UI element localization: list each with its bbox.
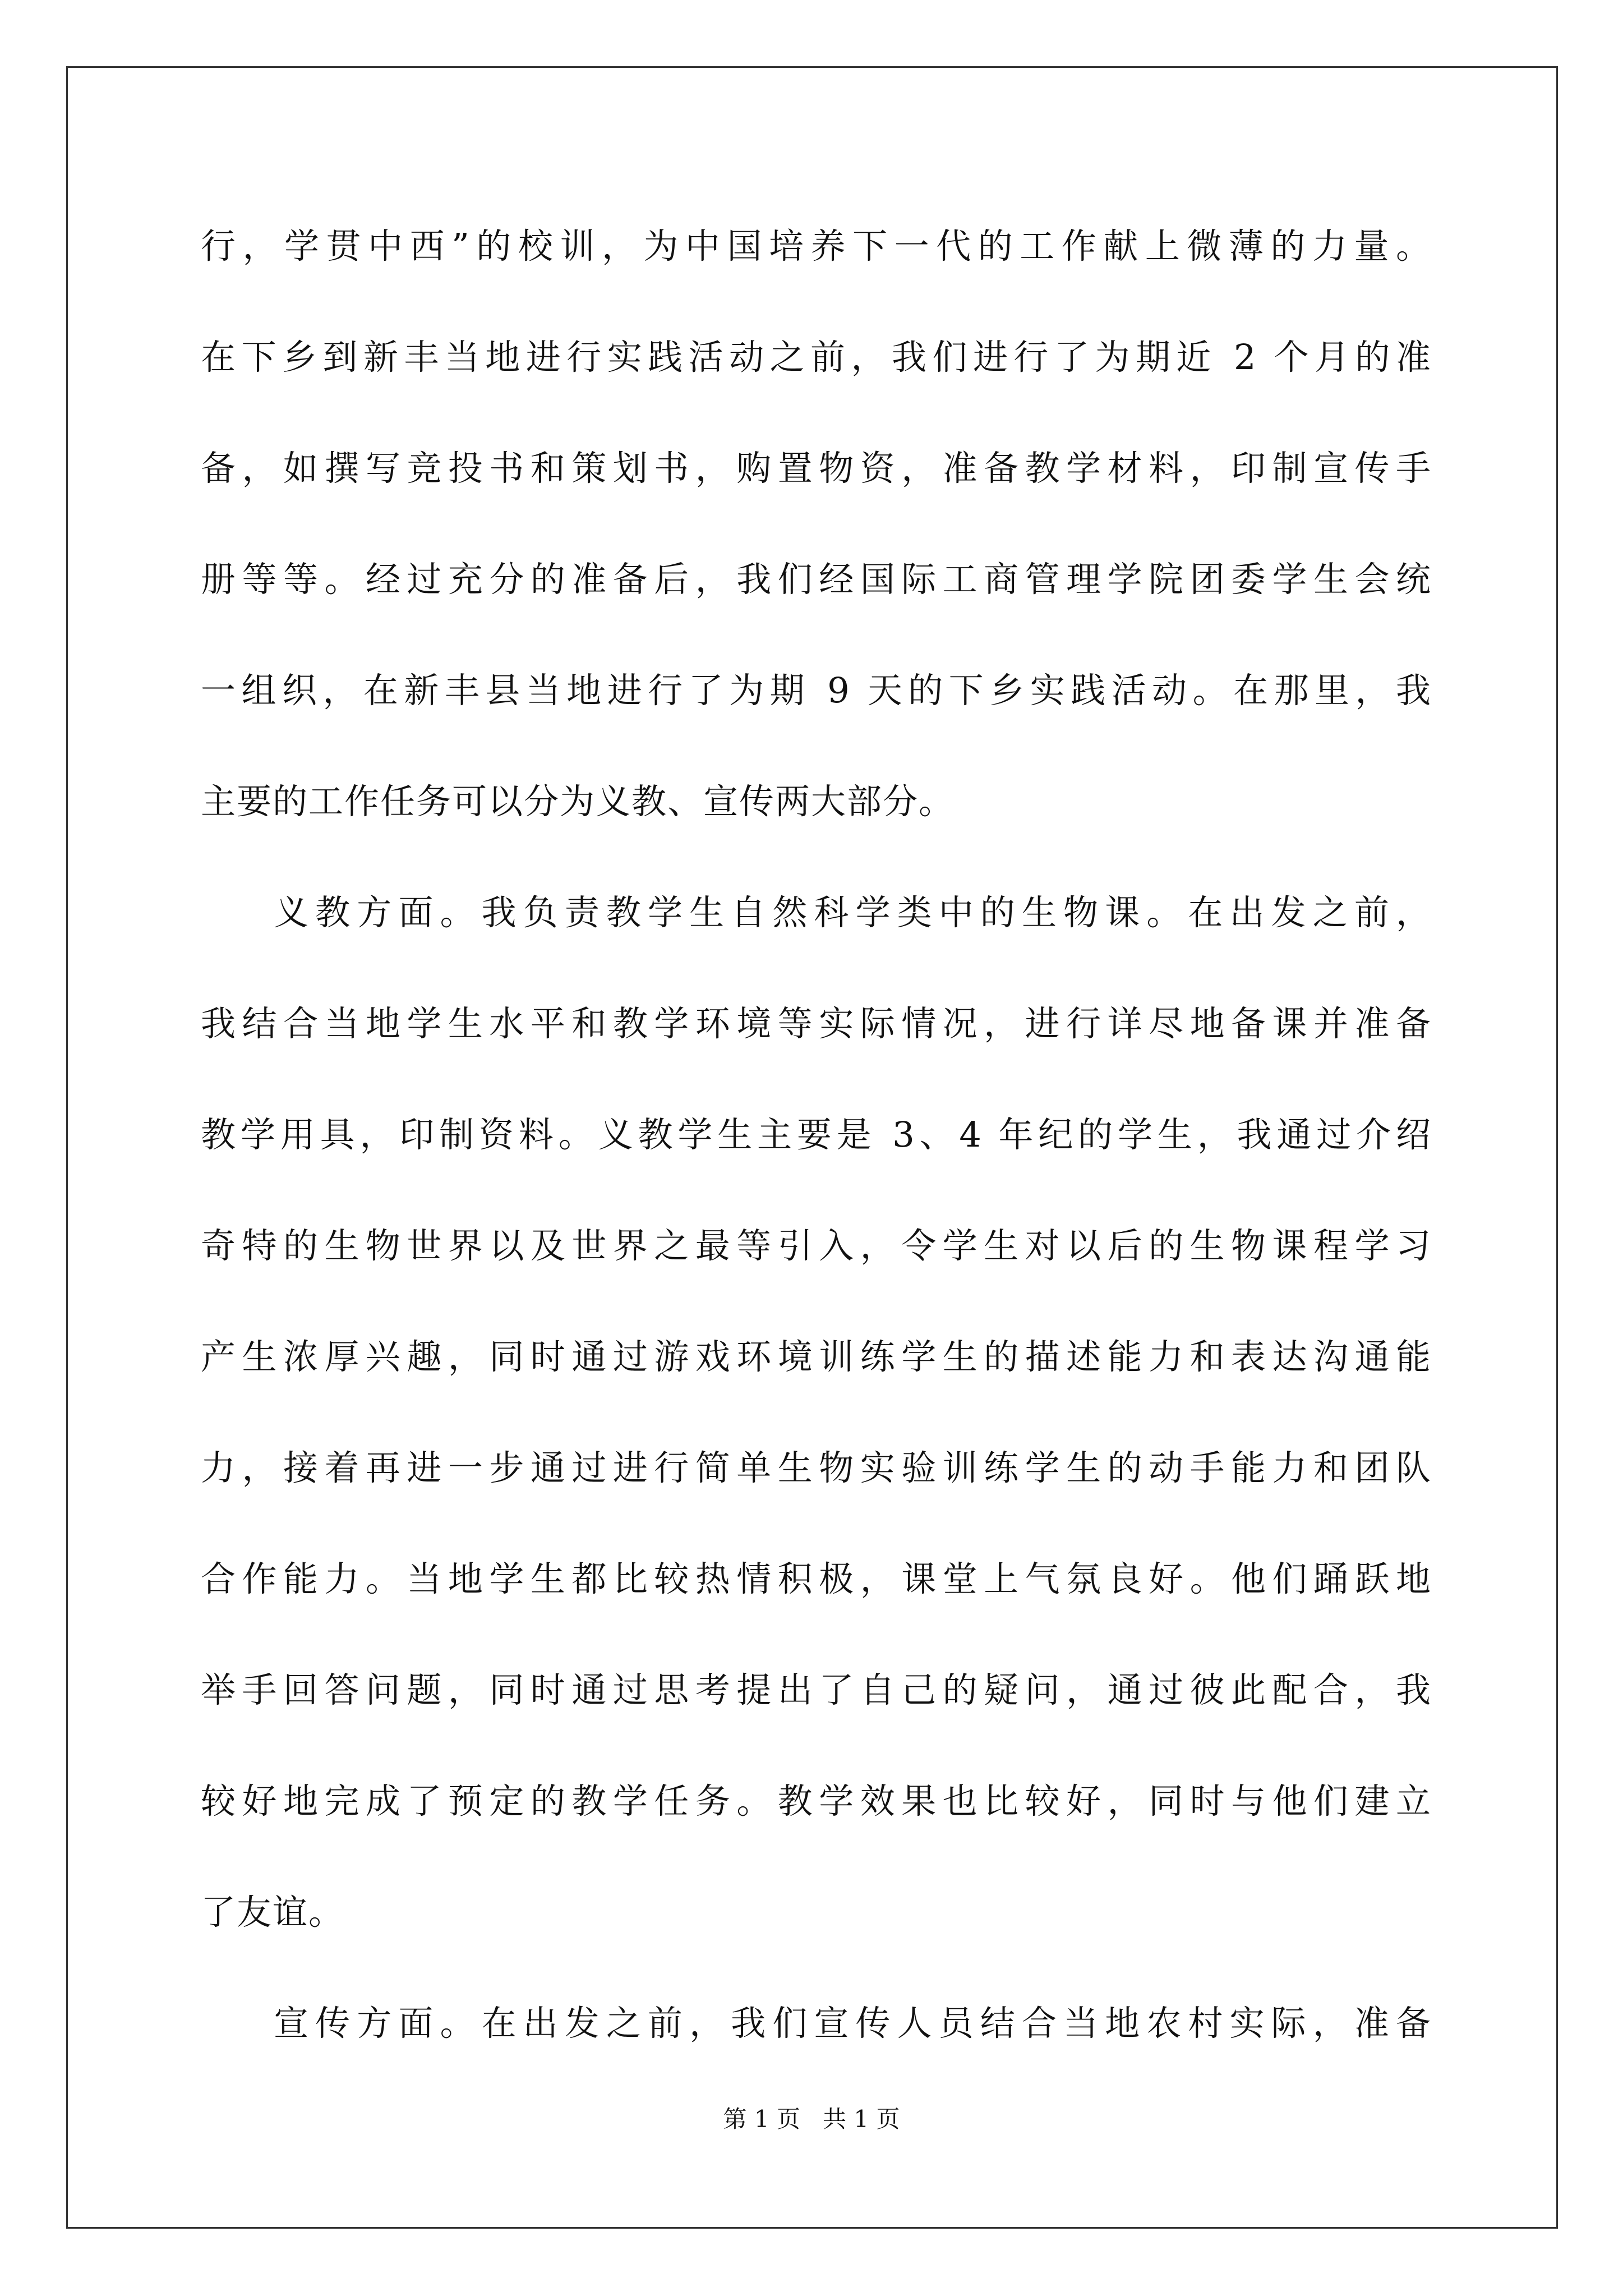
page-number-footer: 第 1 页 共 1 页 [723,2105,900,2133]
text-line: 在下乡到新丰当地进行实践活动之前，我们进行了为期近 2 个月的准 [201,337,1432,378]
text-line: 主要的工作任务可以分为义教、宣传两大部分。 [201,781,955,822]
text-line: 了友谊。 [201,1892,345,1932]
text-line: 义教方面。我负责教学生自然科学类中的生物课。在出发之前， [274,892,1432,933]
text-line: 举手回答问题，同时通过思考提出了自己的疑问，通过彼此配合，我 [201,1669,1432,1710]
text-line: 宣传方面。在出发之前，我们宣传人员结合当地农村实际，准备 [274,2003,1432,2044]
text-line: 备，如撰写竞投书和策划书，购置物资，准备教学材料，印制宣传手 [201,448,1432,489]
text-line: 奇特的生物世界以及世界之最等引入，令学生对以后的生物课程学习 [201,1225,1432,1266]
text-line: 教学用具，印制资料。义教学生主要是 3、4 年纪的学生，我通过介绍 [201,1114,1432,1155]
text-line: 较好地完成了预定的教学任务。教学效果也比较好，同时与他们建立 [201,1780,1432,1821]
text-line: 合作能力。当地学生都比较热情积极，课堂上气氛良好。他们踊跃地 [201,1558,1432,1599]
text-line: 册等等。经过充分的准备后，我们经国际工商管理学院团委学生会统 [201,559,1432,600]
text-line: 行，学贯中西”的校训，为中国培养下一代的工作献上微薄的力量。 [201,226,1432,266]
text-line: 一组织，在新丰县当地进行了为期 9 天的下乡实践活动。在那里，我 [201,670,1432,711]
text-line: 产生浓厚兴趣，同时通过游戏环境训练学生的描述能力和表达沟通能 [201,1336,1432,1377]
text-line: 力，接着再进一步通过进行简单生物实验训练学生的动手能力和团队 [201,1447,1432,1488]
document-body [201,191,1432,2079]
text-line: 我结合当地学生水平和教学环境等实际情况，进行详尽地备课并准备 [201,1003,1432,1044]
